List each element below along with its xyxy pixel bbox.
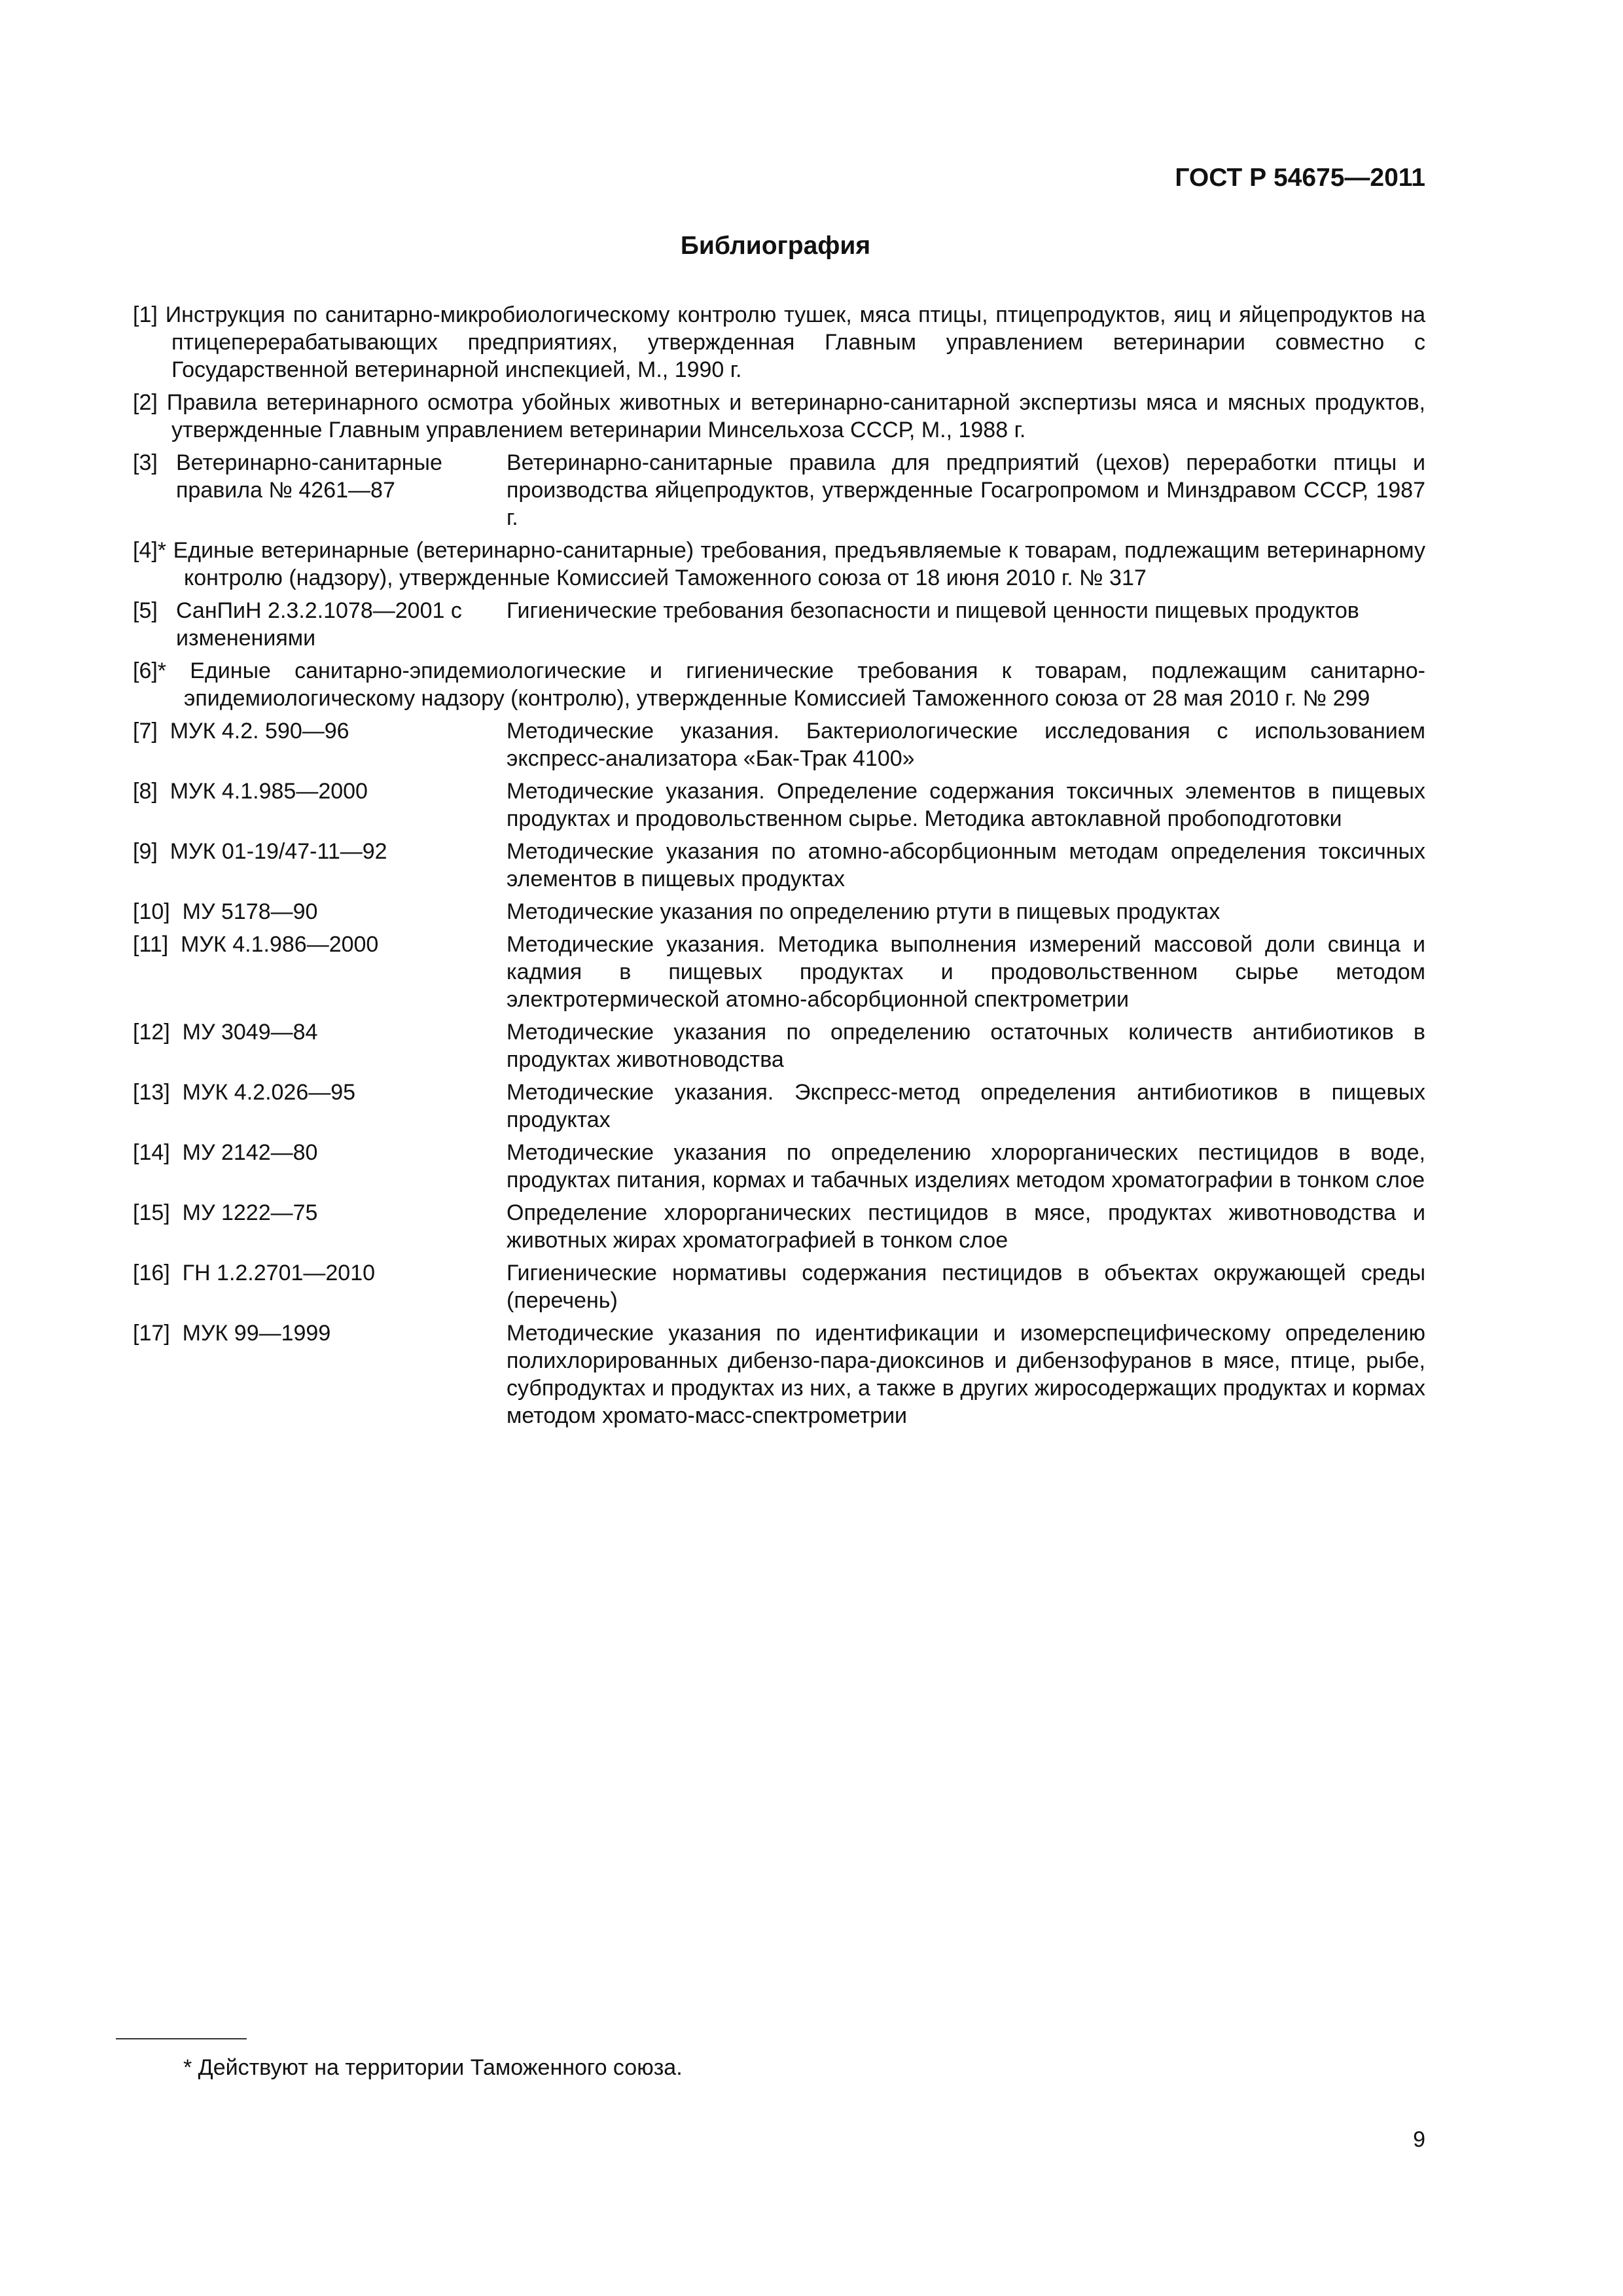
entry-text: Методические указания по определению остаточных количеств антибиотиков в продуктах животноводства — [507, 1020, 1425, 1072]
bibliography-entry — [133, 537, 1425, 592]
entry-text: Методические указания. Определение содержания токсичных элементов в пищевых продуктах и продовольственном сырье. Методика автоклавной пробоподготовки — [507, 779, 1425, 831]
entry-code: МУК 01-19/47-11—92 — [169, 839, 387, 864]
entry-number: [16] — [133, 1261, 170, 1285]
page-number: 9 — [1413, 2127, 1425, 2152]
entry-text: Методические указания. Методика выполнения измерений массовой доли свинца и кадмия в пищевых продуктах и продовольственном сырье методом электротермической атомно-абсорбционной спектрометрии — [507, 932, 1425, 1012]
bibliography-entry — [133, 838, 1425, 893]
entry-code: Ветеринарно-санитарные правила № 4261—87 — [176, 450, 442, 503]
bibliography-entry — [133, 931, 1425, 1013]
entry-number: [10] — [133, 899, 170, 924]
bibliography-entry — [133, 1319, 1425, 1429]
bibliography-list — [133, 301, 1425, 1435]
entry-number: [5] — [133, 598, 158, 623]
entry-text: Методические указания по атомно-абсорбционным методам определения токсичных элементов в пищевых продуктах — [507, 839, 1425, 891]
footnote-divider — [116, 2038, 247, 2039]
entry-label — [133, 931, 507, 1013]
entry-text: Методические указания по определению хлорорганических пестицидов в воде, продуктах питания, кормах и табачных изделиях методом хроматографии в тонком слое — [507, 1140, 1425, 1193]
entry-number: [12] — [133, 1020, 170, 1045]
entry-number: [8] — [133, 779, 158, 804]
entry-code: МУК 4.2.026—95 — [182, 1080, 356, 1105]
entry-text: Методические указания. Экспресс-метод определения антибиотиков в пищевых продуктах — [507, 1080, 1425, 1132]
entry-code: МУК 4.1.986—2000 — [181, 932, 379, 957]
entry-text: Инструкция по санитарно-микробиологическому контролю тушек, мяса птицы, птицепродуктов, яиц и яйцепродуктов на птицеперерабатывающих предприятиях, утвержденная Главным управлением ветеринарии совместно с Государственной ветеринарной инспекцией, М., 1990 г. — [165, 302, 1425, 382]
entry-label — [133, 838, 507, 893]
entry-number: [4]* — [133, 538, 167, 563]
bibliography-entry — [133, 597, 1425, 652]
entry-text: Единые санитарно-эпидемиологические и гигиенические требования к товарам, подлежащим санитарно-эпидемиологическому надзору (контролю), утвержденные Комиссией Таможенного союза от 28 мая 2010 г. № 299 — [184, 658, 1425, 711]
entry-label — [133, 1319, 507, 1429]
entry-text: Методические указания по идентификации и изомерспецифическому определению полихлорированных дибензо-пара-диоксинов и дибензофуранов в мясе, птице, рыбе, субпродуктах и продуктах из них, а также в других жиросодержащих продуктах и кормах методом хромато-масс-спектрометрии — [507, 1321, 1425, 1428]
bibliography-entry — [133, 657, 1425, 712]
entry-label — [133, 1079, 507, 1134]
bibliography-entry — [133, 1259, 1425, 1314]
bibliography-entry — [133, 1018, 1425, 1073]
entry-code: МУК 99—1999 — [182, 1321, 331, 1346]
entry-label — [133, 898, 507, 925]
document-code: ГОСТ Р 54675—2011 — [1175, 164, 1425, 192]
entry-text: Правила ветеринарного осмотра убойных животных и ветеринарно-санитарной экспертизы мяса и мясных продуктов, утвержденные Главным управлением ветеринарии Минсельхоза СССР, М., 1988 г. — [166, 390, 1426, 442]
entry-text: Методические указания. Бактериологические исследования с использованием экспресс-анализатора «Бак-Трак 4100» — [507, 719, 1425, 771]
entry-number: [9] — [133, 839, 158, 864]
entry-label — [133, 1139, 507, 1194]
entry-label — [133, 1259, 507, 1314]
entry-label — [133, 1018, 507, 1073]
entry-code: МУК 4.1.985—2000 — [169, 779, 368, 804]
entry-number: [2] — [133, 390, 158, 415]
entry-code: СанПиН 2.3.2.1078—2001 с изменениями — [176, 598, 462, 651]
entry-label — [133, 1199, 507, 1254]
entry-number: [14] — [133, 1140, 170, 1165]
entry-code: МУ 1222—75 — [182, 1200, 318, 1225]
bibliography-entry — [133, 1199, 1425, 1254]
entry-number: [15] — [133, 1200, 170, 1225]
bibliography-entry — [133, 717, 1425, 772]
bibliography-entry — [133, 1139, 1425, 1194]
entry-number: [1] — [133, 302, 158, 327]
entry-number: [11] — [133, 932, 169, 957]
entry-number: [7] — [133, 719, 158, 744]
entry-number: [6]* — [133, 658, 167, 683]
footnote: * Действуют на территории Таможенного союза. — [183, 2055, 683, 2080]
entry-text: Определение хлорорганических пестицидов в мясе, продуктах животноводства и животных жирах хроматографией в тонком слое — [507, 1200, 1425, 1253]
entry-code: МУ 2142—80 — [182, 1140, 318, 1165]
entry-text: Единые ветеринарные (ветеринарно-санитарные) требования, предъявляемые к товарам, подлежащим ветеринарному контролю (надзору), утвержденные Комиссией Таможенного союза от 18 июня 2010 г. № 317 — [173, 538, 1425, 590]
bibliography-entry — [133, 778, 1425, 833]
entry-code: МУК 4.2. 590—96 — [169, 719, 349, 744]
entry-text: Ветеринарно-санитарные правила для предприятий (цехов) переработки птицы и производства яйцепродуктов, утвержденные Госагропромом и Минздравом СССР, 1987 г. — [507, 450, 1425, 530]
bibliography-entry — [133, 898, 1425, 925]
entry-code: ГН 1.2.2701—2010 — [182, 1261, 376, 1285]
entry-code: МУ 5178—90 — [182, 899, 318, 924]
entry-code: МУ 3049—84 — [182, 1020, 318, 1045]
bibliography-entry — [133, 1079, 1425, 1134]
bibliography-entry — [133, 449, 1425, 531]
entry-text: Гигиенические нормативы содержания пестицидов в объектах окружающей среды (перечень) — [507, 1261, 1425, 1313]
entry-number: [13] — [133, 1080, 170, 1105]
entry-text: Гигиенические требования безопасности и пищевой ценности пищевых продуктов — [507, 598, 1359, 623]
entry-number: [17] — [133, 1321, 170, 1346]
bibliography-entry — [133, 301, 1425, 384]
bibliography-entry — [133, 389, 1425, 444]
entry-label — [133, 717, 507, 772]
entry-number: [3] — [133, 450, 158, 475]
page-title: Библиография — [680, 232, 871, 260]
entry-text: Методические указания по определению ртути в пищевых продуктах — [507, 899, 1221, 924]
entry-label — [133, 778, 507, 833]
